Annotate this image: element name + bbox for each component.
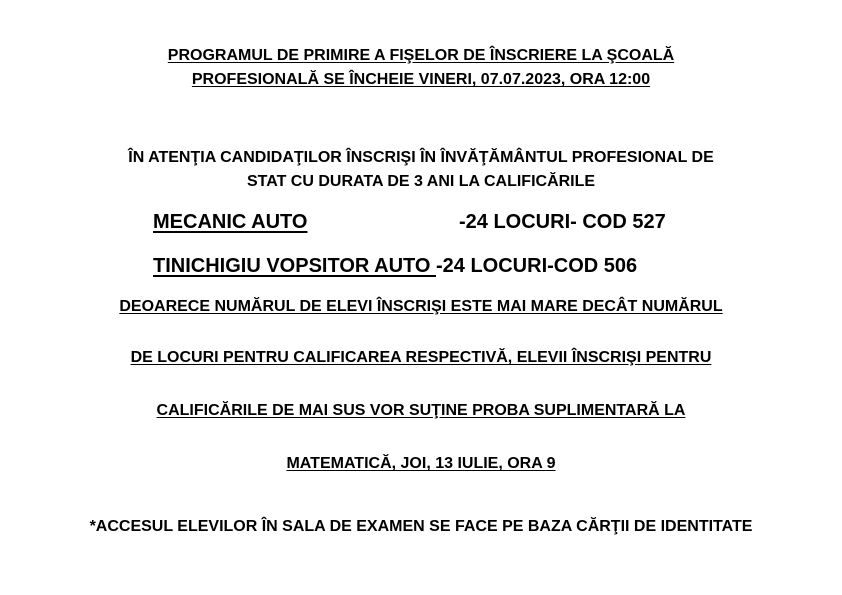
qualification-info: -24 LOCURI- COD 527: [459, 211, 666, 233]
notice-line-2: DE LOCURI PENTRU CALIFICAREA RESPECTIVĂ, ELEVII ÎNSCRIŞI PENTRU: [130, 349, 712, 366]
qualification-name: TINICHIGIU VOPSITOR AUTO: [153, 255, 436, 277]
qualification-row-1: [153, 211, 666, 234]
footnote: *ACCESUL ELEVILOR ÎN SALA DE EXAMEN SE FACE PE BAZA CĂRŢII DE IDENTITATE: [89, 518, 753, 535]
attention-line-2: STAT CU DURATA DE 3 ANI LA CALIFICĂRILE: [246, 173, 596, 190]
attention-line-1: ÎN ATENŢIA CANDIDAŢILOR ÎNSCRIŞI ÎN ÎNVĂŢĂMÂNTUL PROFESIONAL DE: [128, 149, 714, 166]
qualification-info: -24 LOCURI-COD 506: [436, 255, 638, 277]
qualification-name: MECANIC AUTO: [153, 211, 308, 233]
heading-line-1: PROGRAMUL DE PRIMIRE A FIŞELOR DE ÎNSCRIERE LA ŞCOALĂ: [167, 47, 675, 64]
qualification-row-2: [153, 255, 637, 278]
notice-line-1: DEOARECE NUMĂRUL DE ELEVI ÎNSCRIŞI ESTE MAI MARE DECÂT NUMĂRUL: [119, 298, 723, 315]
notice-line-3: CALIFICĂRILE DE MAI SUS VOR SUŢINE PROBA SUPLIMENTARĂ LA: [156, 402, 686, 419]
notice-line-4: MATEMATICĂ, JOI, 13 IULIE, ORA 9: [286, 455, 556, 472]
heading-line-2: PROFESIONALĂ SE ÎNCHEIE VINERI, 07.07.2023, ORA 12:00: [191, 71, 651, 88]
